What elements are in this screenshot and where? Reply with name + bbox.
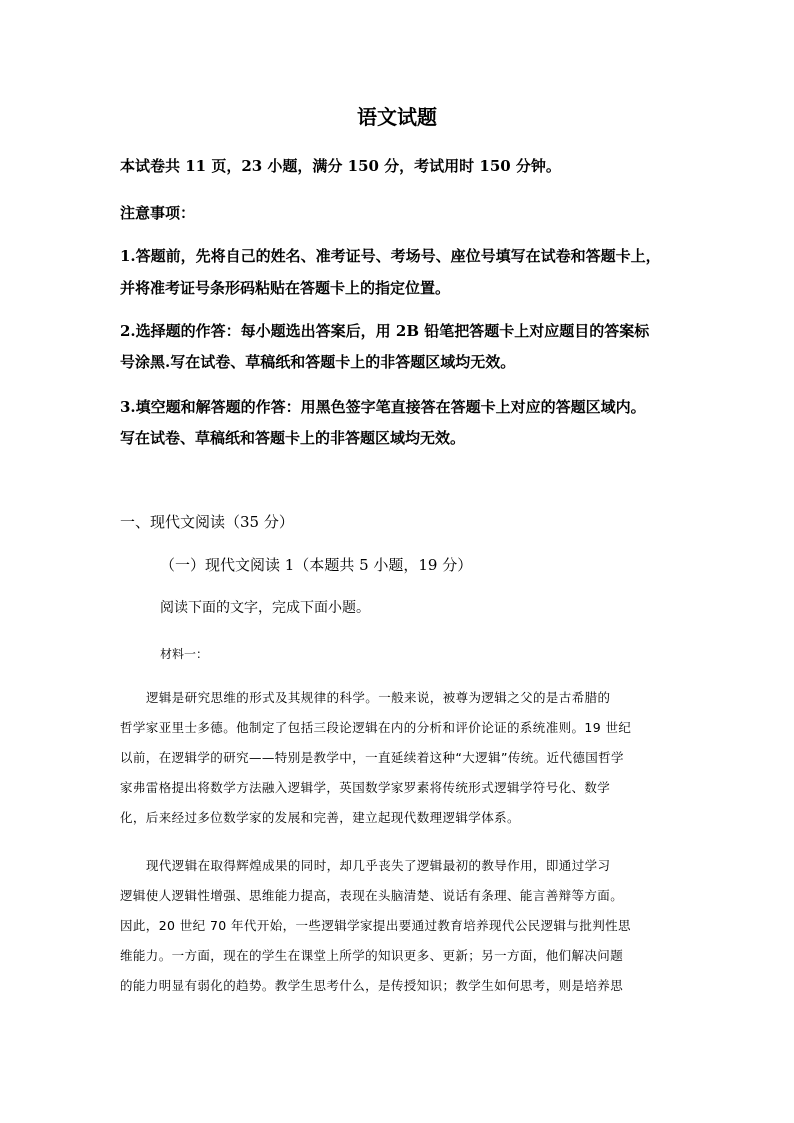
notice-3-line-2: 写在试卷、草稿纸和答题卡上的非答题区域均无效。 (120, 429, 466, 447)
paragraph-1-line: 逻辑是研究思维的形式及其规律的科学。一般来说，被尊为逻辑之父的是古希腊的 (146, 690, 611, 705)
paragraph-2-line: 维能力。一方面，现在的学生在课堂上所学的知识更多、更新；另一方面，他们解决问题 (120, 948, 624, 963)
notice-1-line-1: 1.答题前，先将自己的姓名、准考证号、考场号、座位号填写在试卷和答题卡上， (120, 247, 661, 265)
notice-heading: 注意事项： (120, 204, 196, 222)
paragraph-2-line: 逻辑使人逻辑性增强、思维能力提高，表现在头脑清楚、说话有条理、能言善辩等方面。 (120, 888, 624, 903)
page-title: 语文试题 (357, 105, 437, 129)
paragraph-1-line: 哲学家亚里士多德。他制定了包括三段论逻辑在内的分析和评价论证的系统准则。19 世纪 (120, 720, 632, 735)
paragraph-1-line: 家弗雷格提出将数学方法融入逻辑学，英国数学家罗素将传统形式逻辑学符号化、数学 (120, 780, 611, 795)
subsection-heading: （一）现代文阅读 1（本题共 5 小题，19 分） (160, 556, 473, 574)
notice-2-line-1: 2.选择题的作答：每小题选出答案后，用 2B 铅笔把答题卡上对应题目的答案标 (120, 322, 650, 340)
notice-2-line-2: 号涂黑.写在试卷、草稿纸和答题卡上的非答题区域均无效。 (120, 353, 516, 371)
paragraph-1-line: 以前，在逻辑学的研究——特别是教学中，一直延续着这种“大逻辑”传统。近代德国哲学 (120, 750, 624, 765)
reading-instruction: 阅读下面的文字，完成下面小题。 (160, 600, 370, 616)
paragraph-1-line: 化，后来经过多位数学家的发展和完善，建立起现代数理逻辑学体系。 (120, 810, 520, 825)
notice-1-line-2: 并将准考证号条形码粘贴在答题卡上的指定位置。 (120, 279, 451, 297)
paragraph-2-line: 因此，20 世纪 70 年代开始，一些逻辑学家提出要通过教育培养现代公民逻辑与批判性思 (120, 918, 631, 933)
exam-intro: 本试卷共 11 页，23 小题，满分 150 分，考试用时 150 分钟。 (120, 157, 561, 175)
section-heading: 一、现代文阅读（35 分） (120, 513, 294, 531)
notice-3-line-1: 3.填空题和解答题的作答：用黑色签字笔直接答在答题卡上对应的答题区域内。 (120, 398, 646, 416)
paragraph-2-line: 现代逻辑在取得辉煌成果的同时，却几乎丧失了逻辑最初的教导作用，即通过学习 (146, 858, 611, 873)
paragraph-2-line: 的能力明显有弱化的趋势。教学生思考什么，是传授知识；教学生如何思考，则是培养思 (120, 978, 624, 993)
material-label: 材料一： (160, 647, 209, 661)
